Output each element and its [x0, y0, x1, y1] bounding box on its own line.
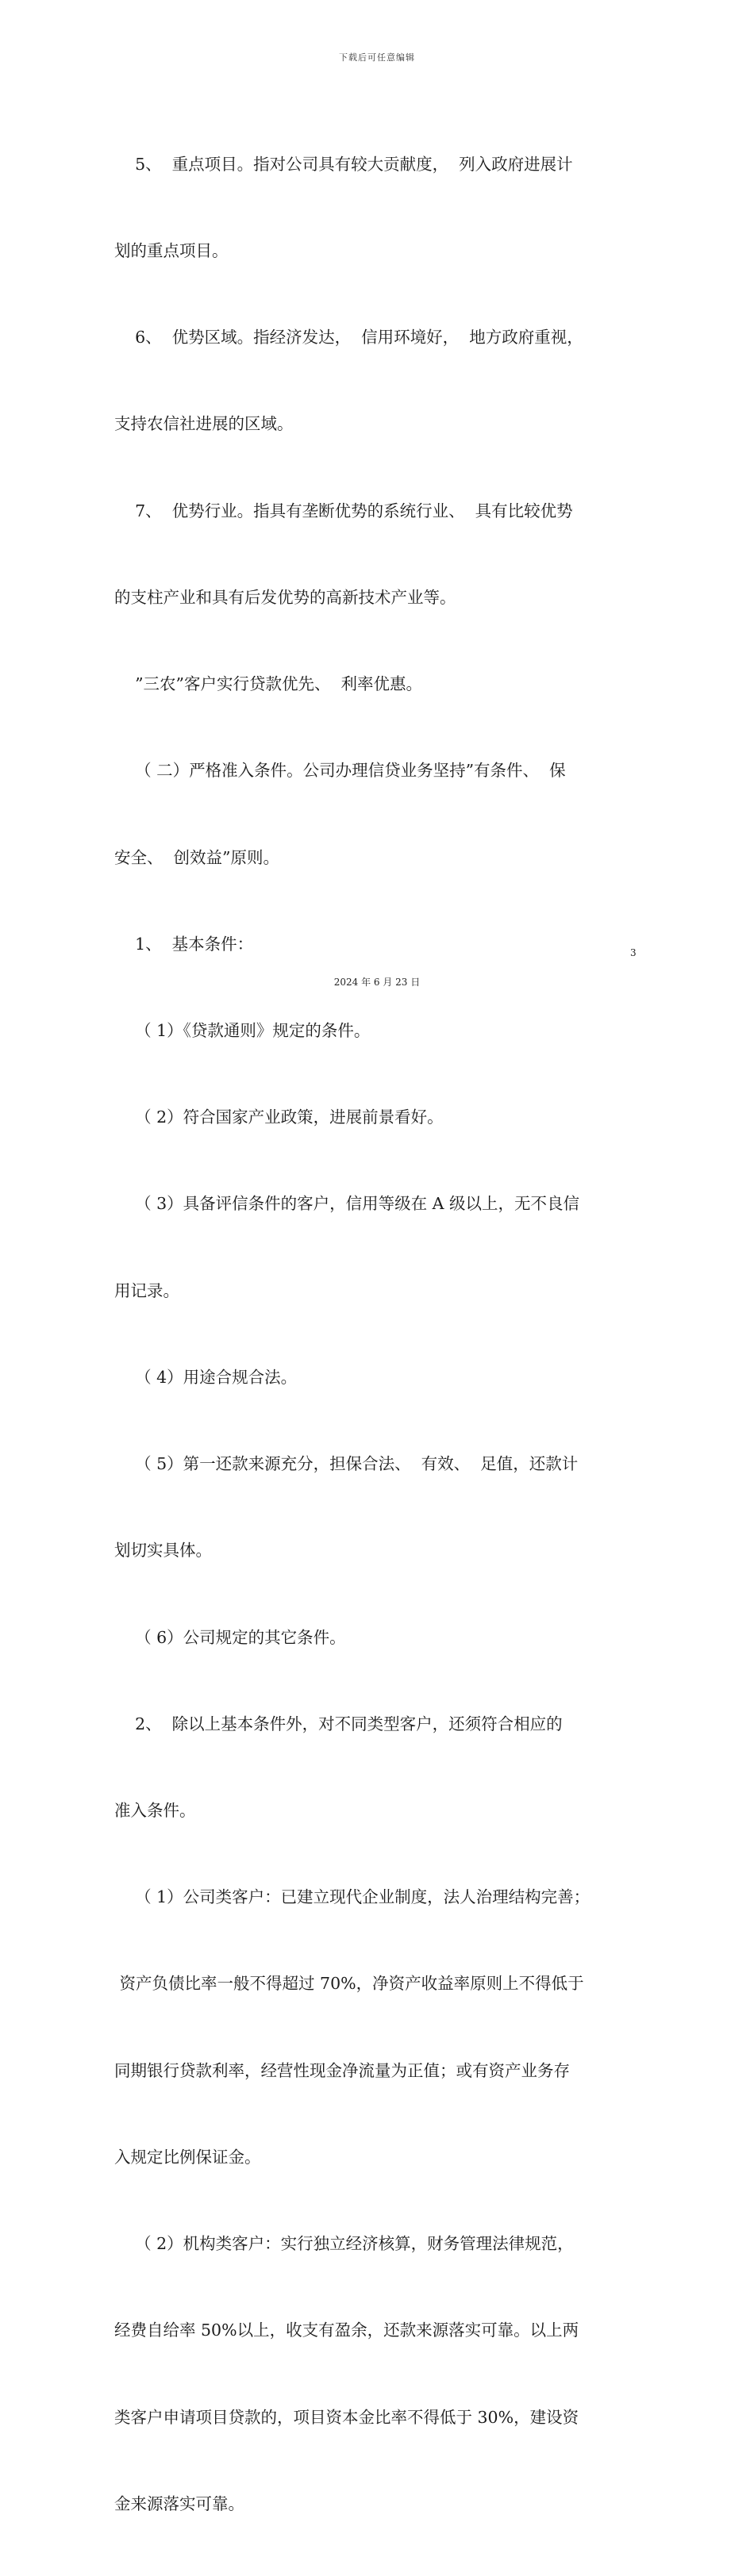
text-line: 用记录。 — [114, 1280, 179, 1300]
text-line: 金来源落实可靠。 — [114, 2493, 244, 2513]
text-line: 同期银行贷款利率，经营性现金净流量为正值；或有资产业务存 — [114, 2060, 570, 2080]
text-line: （ 2）机构类客户：实行独立经济核算，财务管理法律规范， — [114, 2234, 574, 2254]
text-line: （ 1）《贷款通则》规定的条件。 — [114, 1021, 371, 1040]
text-line: （ 6）公司规定的其它条件。 — [114, 1627, 346, 1647]
text-line: 安全、 创效益”原则。 — [114, 847, 280, 867]
text-line: 经费自给率 50%以上，收支有盈余，还款来源落实可靠。以上两 — [114, 2321, 579, 2340]
page-header: 下载后可任意编辑 — [339, 52, 415, 63]
text-line: 支持农信社进展的区域。 — [114, 414, 294, 434]
text-line: （ 二）严格准入条件。公司办理信贷业务坚持”有条件、 保 — [114, 761, 566, 781]
text-line: （ 2）符合国家产业政策，进展前景看好。 — [114, 1108, 444, 1127]
text-line: 划的重点项目。 — [114, 241, 229, 261]
text-line: （ 4）用途合规合法。 — [114, 1367, 298, 1387]
text-line: 2、 除以上基本条件外，对不同类型客户，还须符合相应的 — [114, 1714, 563, 1733]
text-line: 6、 优势区域。指经济发达， 信用环境好， 地方政府重视， — [114, 328, 583, 347]
text-line: （ 1）公司类客户：已建立现代企业制度，法人治理结构完善； — [114, 1887, 591, 1907]
text-line: 7、 优势行业。指具有垄断优势的系统行业、 具有比较优势 — [114, 501, 573, 520]
text-line: （ 5）第一还款来源充分，担保合法、 有效、 足值，还款计 — [114, 1454, 579, 1474]
text-line: 的支柱产业和具有后发优势的高新技术产业等。 — [114, 587, 456, 607]
body-text — [114, 92, 662, 2576]
text-line: （ 3）具备评信条件的客户，信用等级在 A 级以上，无不良信 — [114, 1194, 579, 1214]
text-line: 划切实具体。 — [114, 1541, 212, 1561]
text-line: 5、 重点项目。指对公司具有较大贡献度， 列入政府进展计 — [114, 154, 573, 174]
text-line: ”三农”客户实行贷款优先、 利率优惠。 — [114, 674, 423, 694]
text-line: 1、 基本条件： — [114, 934, 254, 954]
text-line: 准入条件。 — [114, 1800, 196, 1820]
footer-date: 2024 年 6 月 23 日 — [333, 977, 421, 988]
text-line: 类客户申请项目贷款的，项目资本金比率不得低于 30%，建设资 — [114, 2407, 579, 2427]
text-line: 资产负债比率一般不得超过 70%，净资产收益率原则上不得低于 — [114, 1974, 584, 1994]
document-body — [114, 92, 662, 2576]
text-line: 入规定比例保证金。 — [114, 2147, 261, 2167]
page-number: 3 — [630, 947, 637, 958]
